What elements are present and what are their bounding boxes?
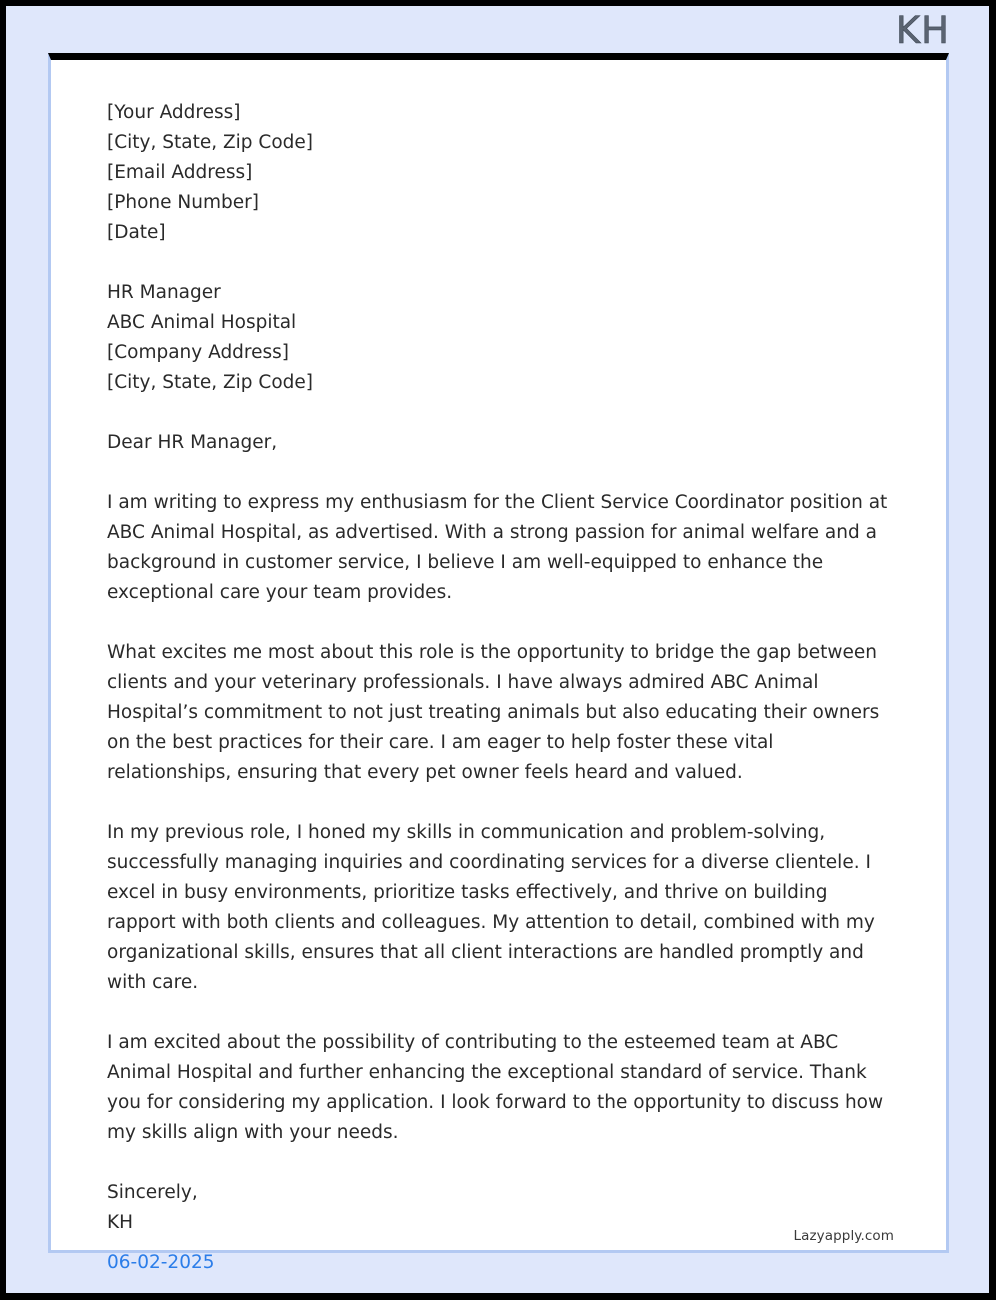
sender-line: [City, State, Zip Code]: [107, 132, 313, 153]
letter-salutation: Dear HR Manager,: [107, 432, 278, 453]
sender-line: [Phone Number]: [107, 192, 259, 213]
sender-line: [Date]: [107, 222, 166, 243]
cover-letter-sheet: [48, 53, 949, 1273]
letter-closing-block: [107, 1178, 896, 1238]
sender-address-block: [107, 98, 896, 248]
monogram-initials: KH: [895, 9, 950, 52]
recipient-address-block: [107, 278, 896, 398]
closing-signer: KH: [107, 1212, 134, 1233]
letter-paragraph-4: I am excited about the possibility of contributing to the esteemed team at ABC Animal Hospital and further enhancing the exceptional standard of service. Thank you for considering my application. I look forward to the opportunity to discuss how my skills align with your needs.: [107, 1032, 884, 1143]
footer-brand-label: Lazyapply.com: [793, 1228, 894, 1244]
sender-line: [Email Address]: [107, 162, 253, 183]
letter-content: [51, 60, 946, 1273]
letter-paragraph-3: In my previous role, I honed my skills in communication and problem-solving, successfully managing inquiries and coordinating services for a diverse clientele. I excel in busy environments, prioritize tasks effectively, and thrive on building rapport with both clients and colleagues. My attention to detail, combined with my organizational skills, ensures that all client interactions are handled promptly and with care.: [107, 822, 875, 993]
letter-paragraph-1: I am writing to express my enthusiasm for the Client Service Coordinator position at ABC Animal Hospital, as advertised. With a strong passion for animal welfare and a background in customer service, I believe I am well-equipped to enhance the exceptional care your team provides.: [107, 492, 888, 603]
recipient-line: ABC Animal Hospital: [107, 312, 297, 333]
signature-date: 06-02-2025: [107, 1252, 215, 1273]
closing-salutation: Sincerely,: [107, 1182, 198, 1203]
letter-canvas: [6, 6, 989, 1293]
recipient-line: [Company Address]: [107, 342, 290, 363]
recipient-line: [City, State, Zip Code]: [107, 372, 313, 393]
letter-paragraph-2: What excites me most about this role is the opportunity to bridge the gap between clients and your veterinary professionals. I have always admired ABC Animal Hospital’s commitment to not just treating animals but also educating their owners on the best practices for their care. I am eager to help foster these vital relationships, ensuring that every pet owner feels heard and valued.: [107, 642, 880, 783]
recipient-line: HR Manager: [107, 282, 221, 303]
sender-line: [Your Address]: [107, 102, 241, 123]
